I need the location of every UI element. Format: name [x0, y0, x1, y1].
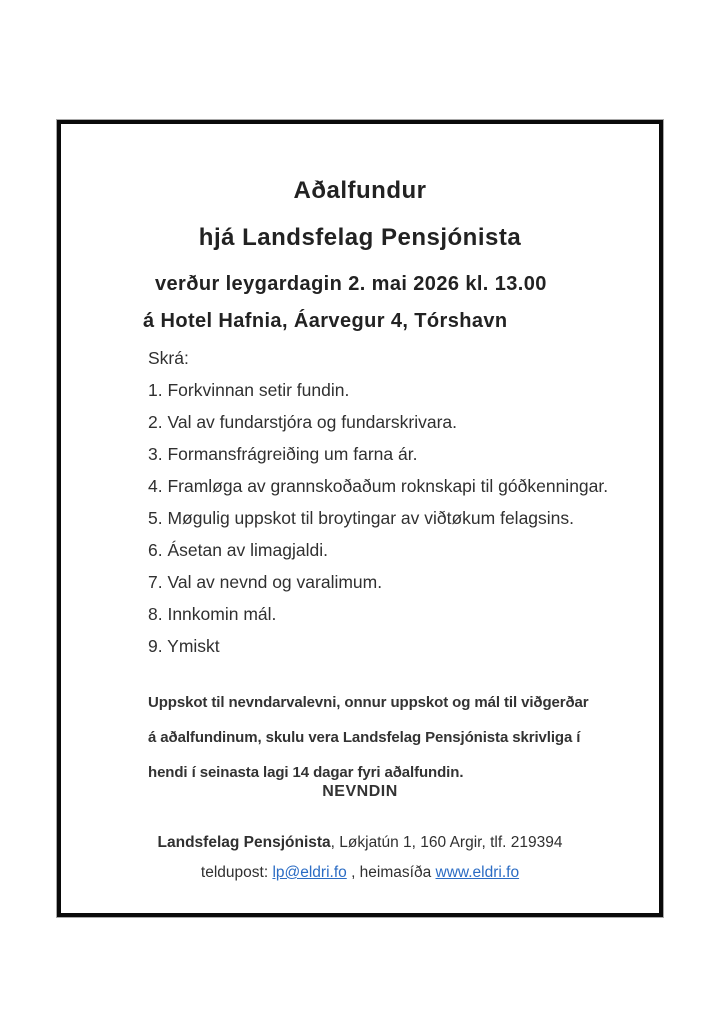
notice-line-1: Uppskot til nevndarvalevni, onnur uppskot og mál til viðgerðar: [148, 694, 589, 711]
agenda-item-8: 8. Innkomin mál.: [148, 604, 277, 624]
doc-subtitle-organization: hjá Landsfelag Pensjónista: [198, 224, 522, 251]
notice-line-2: á aðalfundinum, skulu vera Landsfelag Pensjónista skrivliga í: [148, 729, 581, 746]
footer-contact-line: [61, 834, 659, 852]
agenda-item-2: 2. Val av fundarstjóra og fundarskrivara.: [148, 412, 458, 432]
footer-links-line: [61, 864, 659, 882]
email-link[interactable]: lp@eldri.fo: [272, 864, 347, 881]
doc-date-time: verður leygardagin 2. mai 2026 kl. 13.00: [155, 273, 547, 295]
notice-line-3: hendi í seinasta lagi 14 dagar fyri aðalfundin.: [148, 764, 464, 781]
agenda-item-3: 3. Formansfrágreiðing um farna ár.: [148, 444, 418, 464]
between-links-text: , heimasíða: [346, 864, 436, 881]
agenda-item-7: 7. Val av nevnd og varalimum.: [148, 572, 383, 592]
agenda-item-4: 4. Framløga av grannskoðaðum roknskapi til góðkenningar.: [148, 476, 609, 496]
agenda-section: [61, 348, 659, 656]
doc-title: Aðalfundur: [293, 177, 427, 204]
footer-address: , Løkjatún 1, 160 Argir, tlf. 219394: [330, 834, 563, 851]
website-link[interactable]: www.eldri.fo: [435, 864, 520, 881]
agenda-item-6: 6. Ásetan av limagjaldi.: [148, 540, 328, 560]
agenda-label: Skrá:: [148, 348, 189, 368]
doc-location: á Hotel Hafnia, Áarvegur 4, Tórshavn: [143, 310, 508, 332]
agenda-item-5: 5. Møgulig uppskot til broytingar av viðtøkum felagsins.: [148, 508, 575, 528]
submission-notice: [61, 694, 659, 781]
footer-org-name: Landsfelag Pensjónista: [157, 834, 331, 851]
agenda-item-9: 9. Ymiskt: [148, 636, 220, 656]
email-label: teldupost:: [200, 864, 273, 881]
agenda-item-1: 1. Forkvinnan setir fundin.: [148, 380, 350, 400]
document-frame: [57, 120, 663, 917]
signature-nevndin: NEVNDIN: [322, 783, 398, 800]
